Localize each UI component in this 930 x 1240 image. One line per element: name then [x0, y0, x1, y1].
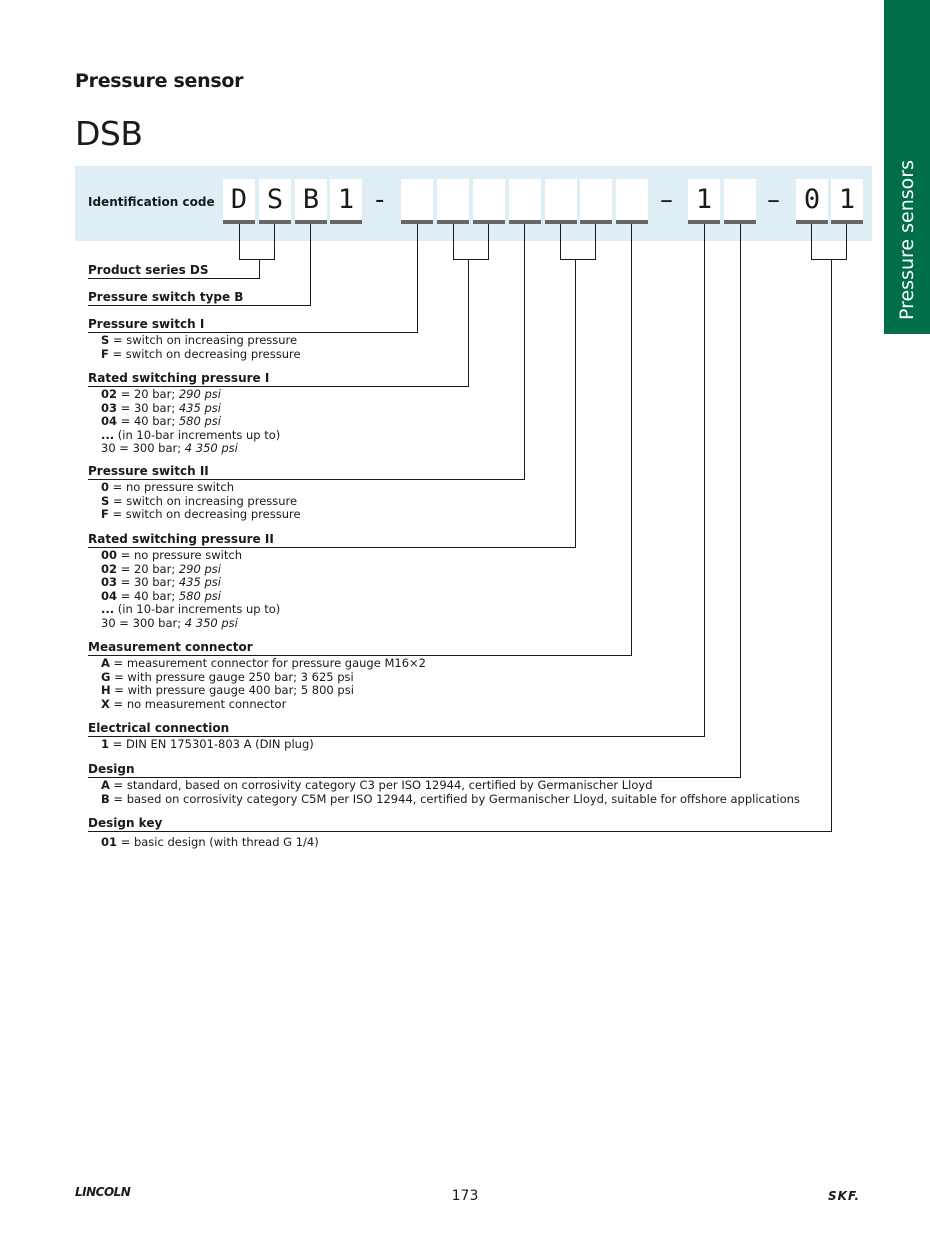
legend-options — [101, 738, 314, 752]
option-psi: 290 psi — [178, 387, 221, 401]
option-text: = based on corrosivity category C5M per ISO 12944, certified by Germanischer Lloyd, suitable for offshore applications — [109, 791, 800, 806]
legend-options — [101, 549, 280, 631]
legend-heading: Rated switching pressure I — [88, 371, 270, 385]
option-text: = 30 bar; — [117, 575, 179, 590]
option-text: = 20 bar; — [117, 387, 179, 401]
option-code: ... — [101, 427, 115, 442]
option-text: = no pressure switch — [117, 548, 242, 562]
option-code: 00 — [101, 548, 118, 562]
option-code: 02 — [101, 561, 118, 576]
legend-heading: Design — [88, 762, 135, 776]
option-code: A — [101, 656, 110, 670]
option-code: B — [101, 791, 110, 806]
legend-heading: Rated switching pressure II — [88, 532, 274, 546]
option-text: = switch on decreasing pressure — [108, 507, 301, 522]
option-psi: 4 350 psi — [184, 441, 238, 456]
legend-options — [101, 657, 426, 711]
option-psi: 435 psi — [178, 400, 221, 415]
legend-option — [101, 495, 301, 509]
option-text: = 30 bar; — [117, 400, 179, 415]
option-psi: 4 350 psi — [184, 615, 238, 630]
legend-heading: Pressure switch type B — [88, 290, 244, 304]
legend-options — [101, 388, 280, 456]
legend-option — [101, 793, 800, 807]
option-text: = no pressure switch — [109, 480, 234, 494]
legend-option — [101, 836, 319, 850]
option-text: = 20 bar; — [117, 561, 179, 576]
legend-options — [101, 481, 301, 522]
option-text: 30 = 300 bar; — [101, 441, 185, 456]
id-separator: – — [660, 185, 673, 215]
option-text: 30 = 300 bar; — [101, 615, 185, 630]
option-text: = standard, based on corrosivity category C3 per ISO 12944, certified by Germanischer Lloyd — [109, 778, 653, 792]
legend-option — [101, 481, 301, 495]
legend-option — [101, 698, 426, 712]
page-number: 173 — [451, 1188, 479, 1204]
option-code: 0 — [101, 480, 110, 494]
legend-option — [101, 657, 426, 671]
option-code: H — [101, 683, 111, 698]
section-title: Pressure sensor — [75, 70, 244, 92]
option-code: S — [101, 333, 110, 347]
option-code: F — [101, 346, 109, 361]
option-text: = switch on increasing pressure — [109, 333, 298, 347]
legend-heading: Design key — [88, 816, 163, 830]
option-code: 01 — [101, 835, 118, 849]
legend-heading: Pressure switch II — [88, 464, 209, 478]
legend-option — [101, 779, 800, 793]
option-code: F — [101, 507, 109, 522]
legend-option — [101, 442, 280, 456]
legend-heading: Measurement connector — [88, 640, 253, 654]
option-psi: 435 psi — [178, 575, 221, 590]
legend-option — [101, 348, 301, 362]
lincoln-logo: LINCOLN — [75, 1185, 131, 1199]
option-code: 04 — [101, 414, 118, 429]
option-psi: 580 psi — [178, 588, 221, 603]
option-text: = DIN EN 175301-803 A (DIN plug) — [109, 737, 314, 751]
legend-option — [101, 738, 314, 752]
option-text: = measurement connector for pressure gauge M16×2 — [109, 656, 426, 670]
id-code-character: 1 — [838, 184, 856, 215]
option-psi: 290 psi — [178, 561, 221, 576]
legend-option — [101, 429, 280, 443]
option-code: 1 — [101, 737, 110, 751]
legend-option — [101, 617, 280, 631]
id-code-label: Identification code — [88, 195, 215, 209]
option-code: A — [101, 778, 110, 792]
legend-option — [101, 590, 280, 604]
option-code: ... — [101, 602, 115, 617]
option-psi: 580 psi — [178, 414, 221, 429]
option-text: = switch on decreasing pressure — [108, 346, 301, 361]
option-code: 03 — [101, 575, 118, 590]
product-title: DSB — [75, 114, 143, 153]
legend-option — [101, 563, 280, 577]
option-text: = no measurement connector — [109, 696, 287, 711]
option-text: = 40 bar; — [117, 414, 179, 429]
legend-option — [101, 684, 426, 698]
option-code: S — [101, 493, 110, 508]
legend-options — [101, 836, 319, 850]
legend-option — [101, 508, 301, 522]
option-text: (in 10-bar increments up to) — [114, 602, 281, 617]
id-separator: – — [767, 185, 780, 215]
option-text: = with pressure gauge 250 bar; 3 625 psi — [110, 669, 354, 684]
option-code: X — [101, 696, 110, 711]
skf-logo: SKF. — [828, 1189, 861, 1203]
option-code: 02 — [101, 387, 118, 401]
option-text: = 40 bar; — [117, 588, 179, 603]
side-tab-label: Pressure sensors — [896, 159, 918, 321]
legend-option — [101, 402, 280, 416]
legend-option — [101, 603, 280, 617]
option-code: 04 — [101, 588, 118, 603]
legend-heading: Product series DS — [88, 263, 209, 277]
legend-option — [101, 415, 280, 429]
id-separator: - — [375, 185, 385, 215]
legend-option — [101, 576, 280, 590]
option-text: (in 10-bar increments up to) — [114, 427, 281, 442]
legend-options — [101, 334, 301, 361]
legend-options — [101, 779, 800, 806]
option-text: = basic design (with thread G 1/4) — [117, 835, 319, 849]
id-code-character: S — [266, 184, 284, 215]
option-code: G — [101, 669, 111, 684]
id-code-character: D — [230, 184, 248, 215]
id-code-character: 1 — [695, 184, 713, 215]
id-code-character: B — [302, 184, 320, 215]
option-text: = with pressure gauge 400 bar; 5 800 psi — [110, 683, 354, 698]
legend-option — [101, 549, 280, 563]
legend-heading: Electrical connection — [88, 721, 230, 735]
option-text: = switch on increasing pressure — [109, 493, 298, 508]
option-code: 03 — [101, 400, 118, 415]
legend-option — [101, 671, 426, 685]
id-code-character: 0 — [803, 184, 821, 215]
id-code-character: 1 — [337, 184, 355, 215]
legend-heading: Pressure switch I — [88, 317, 205, 331]
legend-option — [101, 388, 280, 402]
legend-option — [101, 334, 301, 348]
